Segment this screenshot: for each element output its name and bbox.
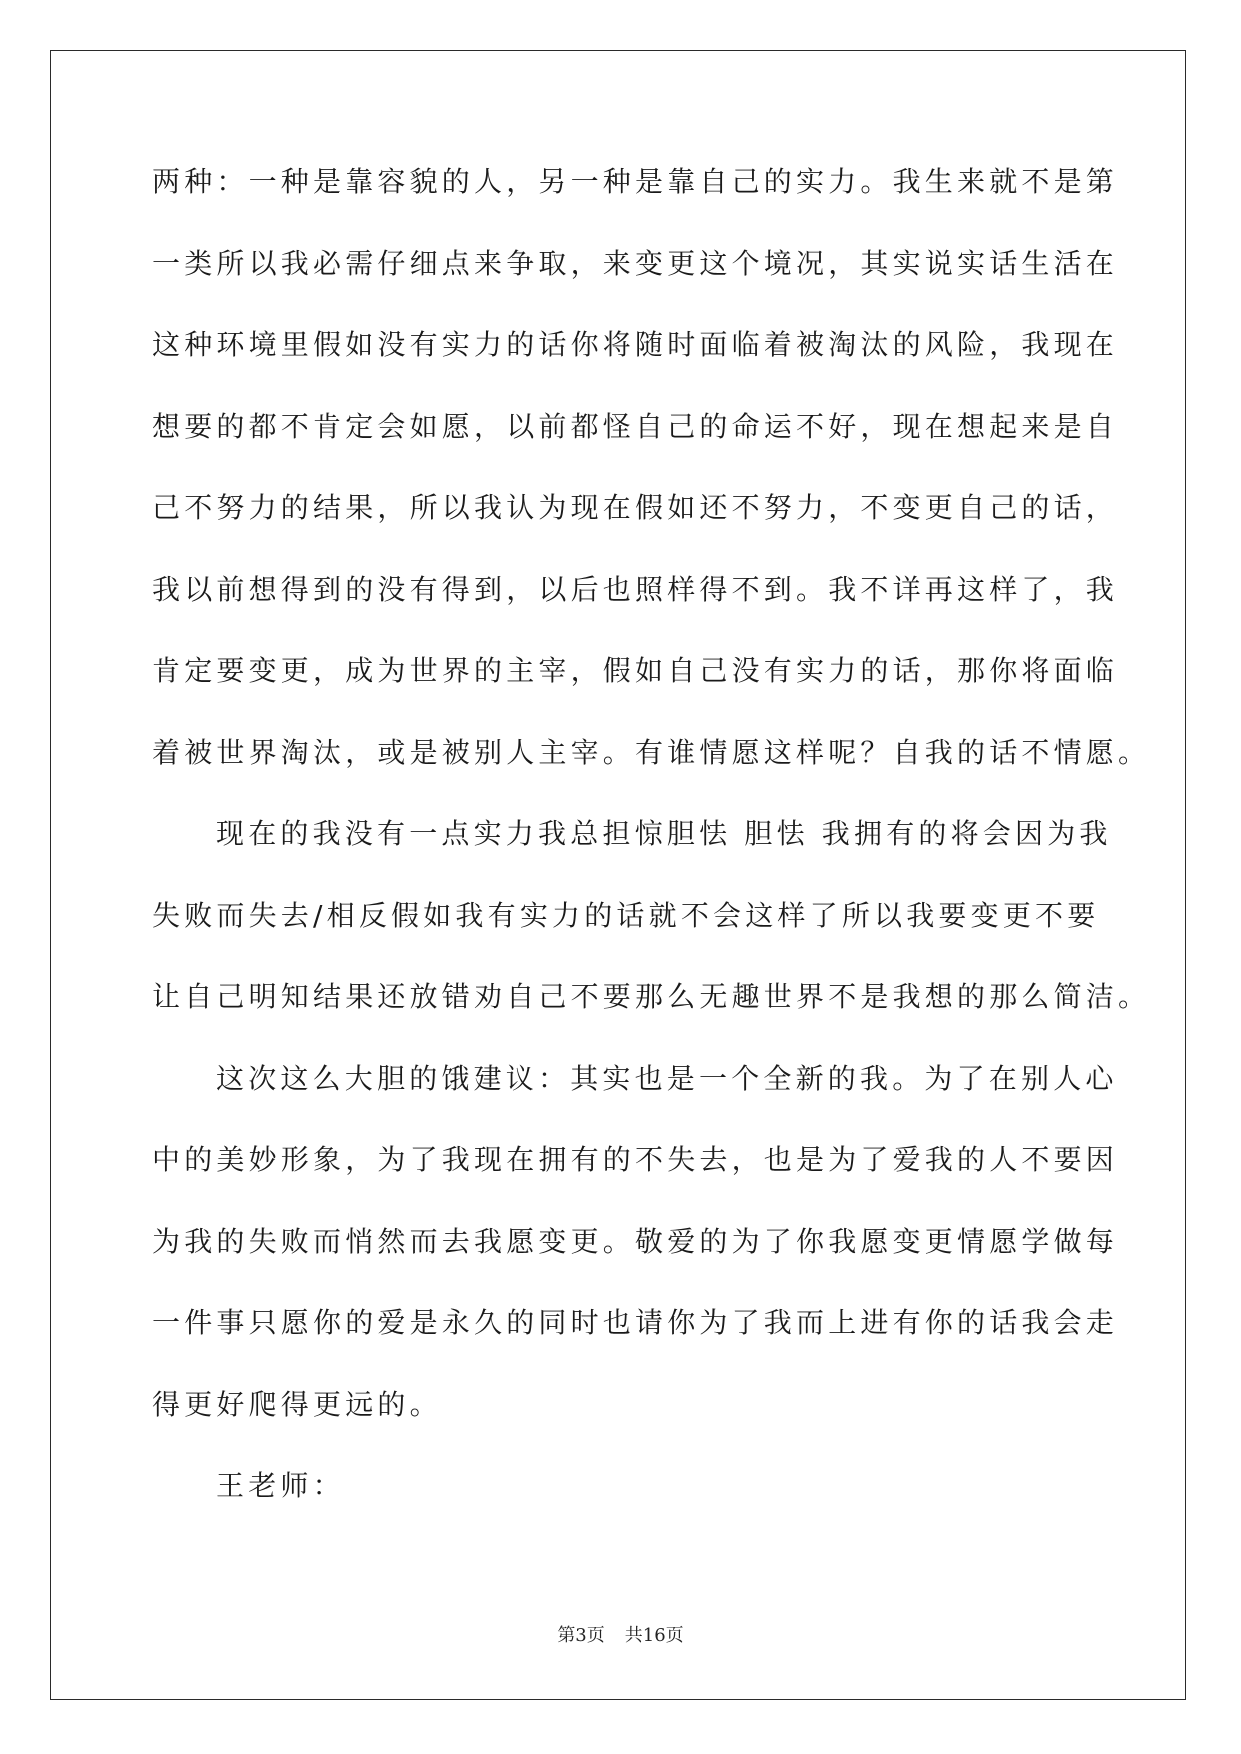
text-line-13: 中的美妙形象，为了我现在拥有的不失去，也是为了爱我的人不要因 (152, 1143, 1119, 1176)
document-body (152, 162, 1151, 1548)
text-line-7: 肯定要变更，成为世界的主宰，假如自己没有实力的话，那你将面临 (152, 654, 1119, 687)
text-line-11: 让自己明知结果还放错劝自己不要那么无趣世界不是我想的那么简洁。 (152, 980, 1151, 1013)
page-footer (0, 1621, 1241, 1647)
text-line-6: 我以前想得到的没有得到，以后也照样得不到。我不详再这样了，我 (152, 572, 1119, 606)
text-line-12: 这次这么大胆的饿建议：其实也是一个全新的我。为了在别人心 (216, 1061, 1118, 1095)
text-line-5: 己不努力的结果，所以我认为现在假如还不努力，不变更自己的话， (152, 491, 1119, 524)
page-number: 第3页 (557, 1625, 605, 1646)
text-line-14: 为我的失败而悄然而去我愿变更。敬爱的为了你我愿变更情愿学做每 (152, 1224, 1119, 1258)
text-line-2: 一类所以我必需仔细点来争取，来变更这个境况，其实说实话生活在 (152, 246, 1119, 280)
text-line-1: 两种：一种是靠容貌的人，另一种是靠自己的实力。我生来就不是第 (152, 165, 1119, 198)
text-line-16: 得更好爬得更远的。 (152, 1387, 442, 1421)
text-line-8: 着被世界淘汰，或是被别人主宰。有谁情愿这样呢？自我的话不情愿。 (152, 735, 1151, 769)
text-line-4: 想要的都不肯定会如愿，以前都怪自己的命运不好，现在想起来是自 (152, 409, 1119, 443)
total-pages: 共16页 (624, 1625, 684, 1646)
text-line-15: 一件事只愿你的爱是永久的同时也请你为了我而上进有你的话我会走 (152, 1306, 1119, 1339)
text-line-17: 王老师： (216, 1469, 345, 1502)
text-line-3: 这种环境里假如没有实力的话你将随时面临着被淘汰的风险，我现在 (152, 328, 1119, 361)
text-line-9: 现在的我没有一点实力我总担惊胆怯 胆怯 我拥有的将会因为我 (216, 817, 1112, 850)
text-line-10: 失败而失去/相反假如我有实力的话就不会这样了所以我要变更不要 (152, 898, 1100, 932)
